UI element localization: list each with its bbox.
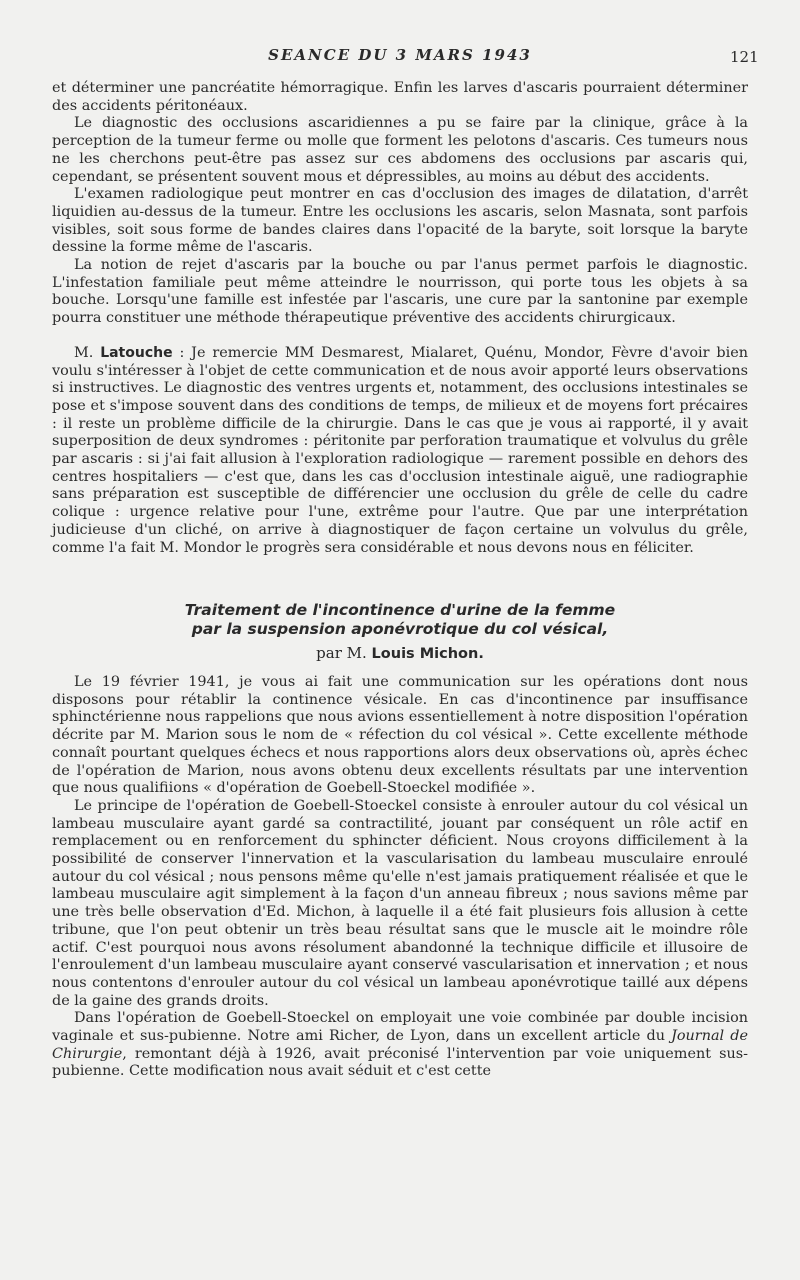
paragraph: Le principe de l'opération de Goebell-Stoeckel consiste à enrouler autour du col vésical un lambeau musculaire ayant gardé sa contractilité, jouant par conséquent un rôle actif en remplacement ou en renforcement du sphincter déficient. Nous croyons difficilement à la possibilité de conserver l'innervation et la vascularisation du lambeau musculaire enroulé autour du col vésical ; nous pensons même qu'elle n'est jamais pratiquement réalisée et que le lambeau musculaire agit simplement à la façon d'un anneau fibreux ; nous savions même par une très belle observation d'Ed. Michon, à laquelle il a été fait plusieurs fois allusion à cette tribune, que l'on peut obtenir un très beau résultat sans que le muscle ait le moindre rôle actif. C'est pourquoi nous avons résolument abandonné la technique difficile et illusoire de l'enroulement d'un lambeau musculaire ayant conservé vascularisation et innervation ; et nous nous contentons d'enrouler autour du col vésical un lambeau aponévrotique taillé aux dépens de la gaine des grands droits. <box>52 797 748 1009</box>
running-header: SEANCE DU 3 MARS 1943 <box>268 46 532 64</box>
article-byline <box>52 645 748 664</box>
page-body <box>52 80 748 1081</box>
text: , remontant déjà à 1926, avait préconisé l'intervention par voie uniquement sus-pubienne. Cette modification nous avait séduit et c'est cette <box>52 1045 748 1080</box>
spacer <box>52 328 748 345</box>
speaker-prefix: M. <box>74 344 101 361</box>
text: Dans l'opération de Goebell-Stoeckel on employait une voie combinée par double incision vaginale et sus-pubienne. Notre ami Richer, de Lyon, dans un excellent article du <box>52 1010 748 1045</box>
paragraph: et déterminer une pancréatite hémorragique. Enfin les larves d'ascaris pourraient déterminer des accidents péritonéaux. <box>52 80 748 114</box>
article-title <box>52 601 748 639</box>
article-title-line: par la suspension aponévrotique du col vésical, <box>191 620 609 639</box>
latouche-reply <box>52 345 748 557</box>
paragraph: Le 19 février 1941, je vous ai fait une communication sur les opérations dont nous disposons pour rétablir la continence vésicale. En cas d'incontinence par insuffisance sphinctérienne nous rappelions que nous avions essentiellement à notre disposition l'opération décrite par M. Marion sous le nom de « réfection du col vésical ». Cette excellente méthode connaît pourtant quelques échecs et nous rapportions alors deux observations où, après échec de l'opération de Marion, nous avons obtenu deux excellents résultats par une intervention que nous qualifiions « d'opération de Goebell-Stoeckel modifiée ». <box>52 673 748 797</box>
paragraph: La notion de rejet d'ascaris par la bouche ou par l'anus permet parfois le diagnostic. L'infestation familiale peut même atteindre le nourrisson, qui porte tous les objets à sa bouche. Lorsqu'une famille est infestée par l'ascaris, une cure par la santonine par exemple pourra constituer une méthode thérapeutique préventive des accidents chirurgicaux. <box>52 257 748 327</box>
author-name: Louis Michon. <box>371 646 484 663</box>
page-number: 121 <box>730 48 759 66</box>
speaker-name: Latouche <box>100 344 173 361</box>
journal-title: Journal de Chirurgie <box>52 1028 748 1062</box>
paragraph-last <box>52 1010 748 1081</box>
article-title-line: Traitement de l'incontinence d'urine de la femme <box>184 601 616 620</box>
byline-prefix: par M. <box>316 644 372 663</box>
reply-text: : Je remercie MM Desmarest, Mialaret, Quénu, Mondor, Fèvre d'avoir bien voulu s'intéresser à l'objet de cette communication et de nous avoir apporté leurs observations si instructives. Le diagnostic des ventres urgents et, notamment, des occlusions intestinales se pose et s'impose souvent dans des conditions de temps, de milieux et de moyens fort précaires : il reste un problème difficile de la chirurgie. Dans le cas que je vous ai rapporté, il y avait superposition de deux syndromes : péritonite par perforation traumatique et volvulus du grêle par ascaris : si j'ai fait allusion à l'exploration radiologique — rarement possible en dehors des centres hospitaliers — c'est que, dans les cas d'occlusion intestinale aiguë, une radiographie sans préparation est susceptible de différencier une occlusion du grêle de celle du cadre colique : urgence relative pour l'une, extrême pour l'autre. Que par une interprétation judicieuse d'un cliché, on arrive à diagnostiquer de façon certaine un volvulus du grêle, comme l'a fait M. Mondor le progrès sera considérable et nous devons nous en féliciter. <box>52 344 748 556</box>
paragraph: L'examen radiologique peut montrer en cas d'occlusion des images de dilatation, d'arrêt liquidien au-dessus de la tumeur. Entre les occlusions les ascaris, selon Masnata, sont parfois visibles, soit sous forme de bandes claires dans l'opacité de la baryte, soit lorsque la baryte dessine la forme même de l'ascaris. <box>52 186 748 256</box>
paragraph: Le diagnostic des occlusions ascaridiennes a pu se faire par la clinique, grâce à la perception de la tumeur ferme ou molle que forment les pelotons d'ascaris. Ces tumeurs nous ne les cherchons peut-être pas assez sur ces abdomens des occlusions par ascaris qui, cependant, se présentent souvent mous et dépressibles, au moins au début des accidents. <box>52 115 748 185</box>
